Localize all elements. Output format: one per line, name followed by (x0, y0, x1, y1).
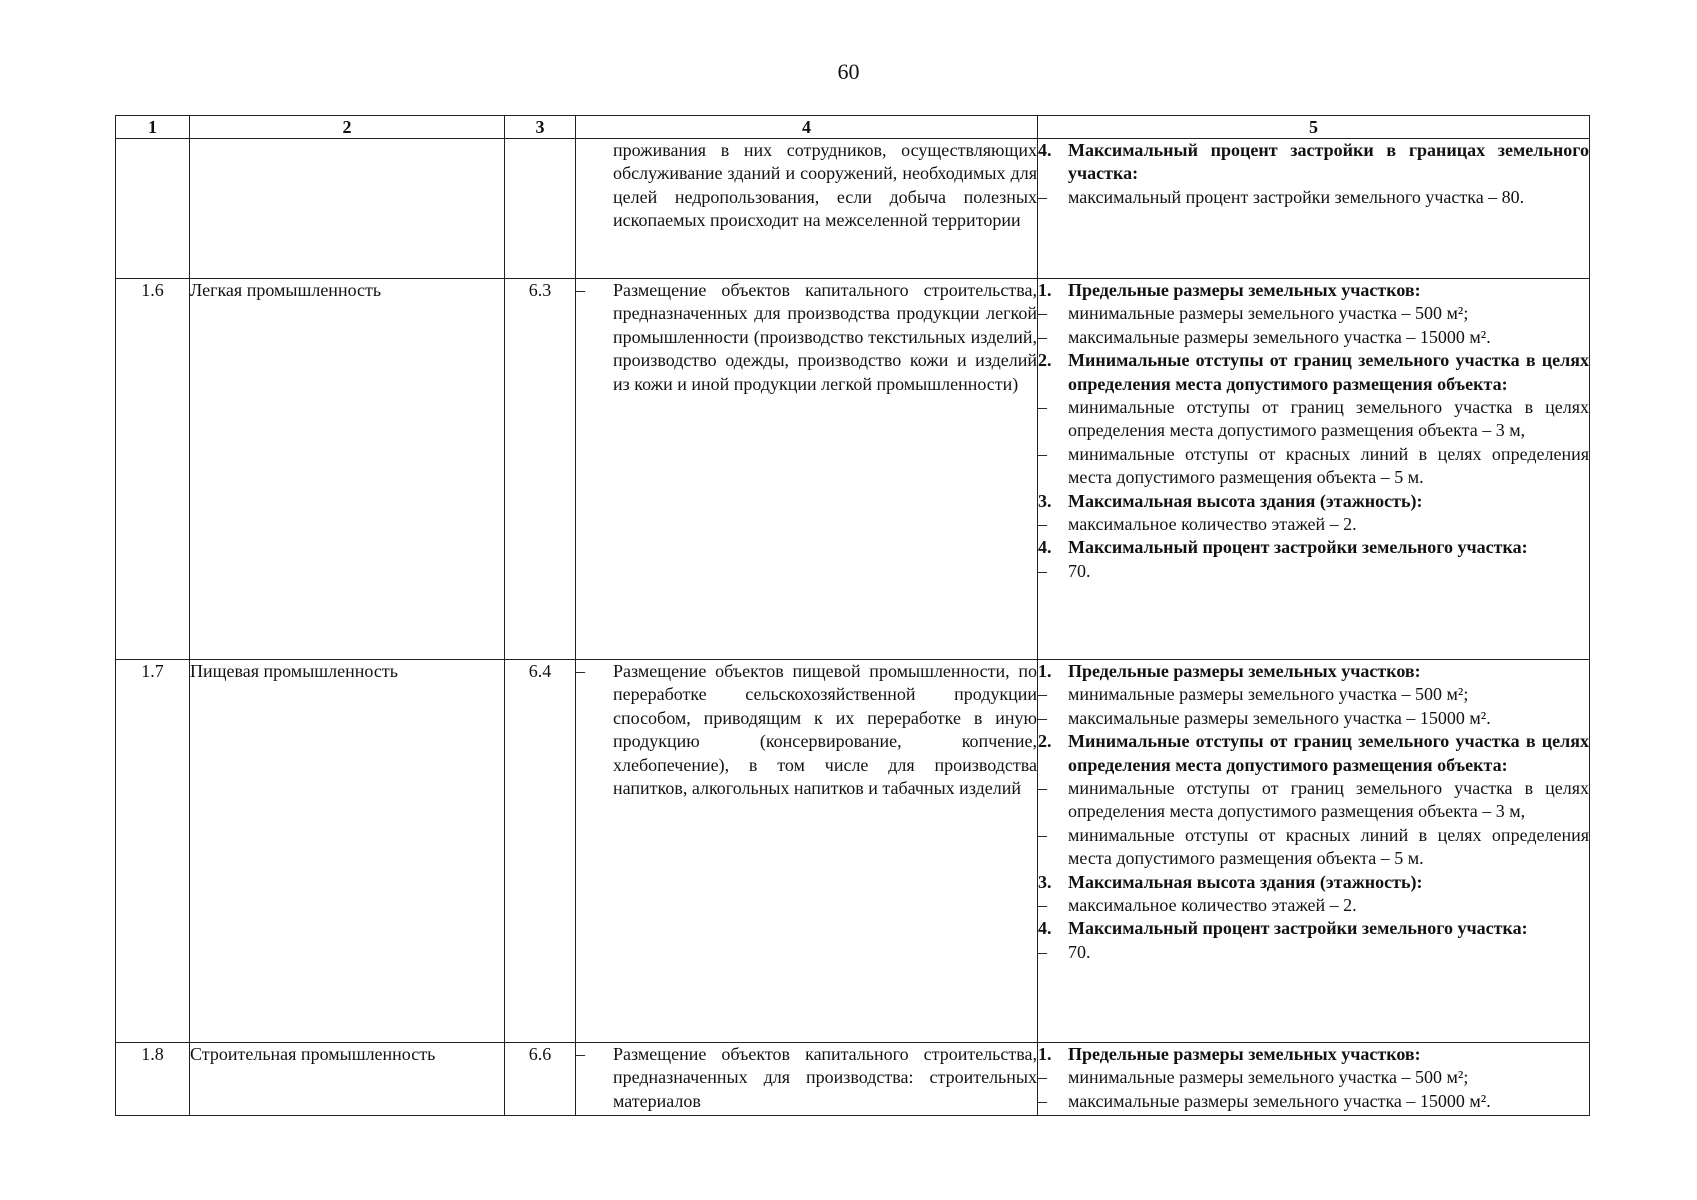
parameter-marker: – (1038, 1067, 1047, 1088)
parameter-text: максимальное количество этажей – 2. (1068, 514, 1357, 535)
parameter-text: Предельные размеры земельных участков: (1068, 1044, 1421, 1064)
parameter-item (1038, 824, 1589, 871)
parameter-item (1038, 941, 1589, 964)
parameter-text: Максимальный процент застройки земельного участка: (1068, 918, 1528, 939)
parameters-cell (1038, 279, 1590, 660)
table-row (116, 660, 1590, 1043)
use-type-code: 6.6 (505, 1043, 576, 1116)
parameter-item (1038, 513, 1589, 536)
parameters-cell (1038, 1043, 1590, 1116)
parameter-marker: 3. (1038, 490, 1052, 511)
parameter-heading (1038, 871, 1589, 894)
bullet-dash (576, 139, 613, 233)
parameter-marker: – (1038, 303, 1047, 324)
table-header-row (116, 116, 1590, 139)
use-description-cell (576, 279, 1038, 660)
use-description-item (576, 279, 1037, 396)
parameter-text: Максимальная высота здания (этажность): (1068, 490, 1423, 511)
use-description-text: Размещение объектов капитального строительства, предназначенных для производства продукции легкой промышленности (производство текстильных изделий, производство одежды, производство кожи и изделий из кожи и иной продукции легкой промышленности) (613, 280, 1037, 394)
parameter-heading (1038, 139, 1589, 186)
use-type-name (190, 139, 505, 279)
parameter-text: Минимальные отступы от границ земельного участка в целях определения места допустимого размещения объекта: (1068, 731, 1589, 775)
parameter-marker: 3. (1038, 871, 1052, 892)
use-description-cell (576, 139, 1038, 279)
parameter-item (1038, 443, 1589, 490)
use-description-item (576, 1043, 1037, 1113)
parameter-item (1038, 1066, 1589, 1089)
use-type-name: Строительная промышленность (190, 1043, 505, 1116)
parameter-marker: 1. (1038, 280, 1052, 300)
use-type-code: 6.4 (505, 660, 576, 1043)
parameter-text: Максимальный процент застройки земельного участка: (1068, 537, 1528, 558)
parameters-cell (1038, 660, 1590, 1043)
column-header: 1 (116, 116, 190, 139)
parameter-marker: – (1038, 186, 1047, 207)
use-description-text: Размещение объектов пищевой промышленности, по переработке сельскохозяйственной продукции способом, приводящим к их переработке в иную продукцию (консервирование, копчение, хлебопечение), в том числе для производства напитков, алкогольных напитков и табачных изделий (613, 661, 1037, 799)
parameter-heading (1038, 349, 1589, 396)
parameter-text: Минимальные отступы от границ земельного участка в целях определения места допустимого размещения объекта: (1068, 350, 1589, 394)
parameter-item (1038, 777, 1589, 824)
parameter-text: максимальные размеры земельного участка – 15000 м². (1068, 326, 1491, 347)
row-number: 1.7 (116, 660, 190, 1043)
parameter-heading (1038, 660, 1589, 683)
parameter-heading (1038, 730, 1589, 777)
table-row (116, 1043, 1590, 1116)
use-description-item (576, 139, 1037, 233)
parameter-item (1038, 560, 1589, 583)
bullet-dash: – (576, 661, 585, 681)
page-number: 60 (837, 59, 860, 84)
parameter-text: минимальные размеры земельного участка – 500 м²; (1068, 684, 1469, 705)
parameter-marker: – (1038, 514, 1047, 535)
parameter-item (1038, 186, 1589, 209)
use-description-text: Размещение объектов капитального строительства, предназначенных для производства: строительных материалов (613, 1044, 1037, 1111)
parameter-item (1038, 894, 1589, 917)
parameter-text: минимальные отступы от границ земельного участка в целях определения места допустимого размещения объекта – 3 м, (1068, 397, 1589, 441)
parameter-marker: – (1038, 326, 1047, 347)
parameter-text: Максимальная высота здания (этажность): (1068, 871, 1423, 892)
parameter-item (1038, 302, 1589, 325)
parameter-text: минимальные отступы от границ земельного участка в целях определения места допустимого размещения объекта – 3 м, (1068, 778, 1589, 822)
parameter-text: максимальные размеры земельного участка – 15000 м². (1068, 707, 1491, 728)
bullet-dash: – (576, 280, 585, 300)
use-type-code: 6.3 (505, 279, 576, 660)
parameter-text: 70. (1068, 560, 1091, 581)
use-type-code (505, 139, 576, 279)
use-type-name: Легкая промышленность (190, 279, 505, 660)
use-description-item (576, 660, 1037, 800)
column-header: 2 (190, 116, 505, 139)
parameter-text: Максимальный процент застройки в границах земельного участка: (1068, 140, 1589, 184)
parameter-text: минимальные размеры земельного участка – 500 м²; (1068, 303, 1469, 324)
column-header: 3 (505, 116, 576, 139)
parameters-cell (1038, 139, 1590, 279)
parameter-text: минимальные отступы от красных линий в целях определения места допустимого размещения объекта – 5 м. (1068, 824, 1589, 869)
parameter-marker: 4. (1038, 918, 1052, 939)
parameter-marker: – (1038, 824, 1047, 845)
parameter-item (1038, 683, 1589, 706)
parameter-heading (1038, 917, 1589, 940)
parameter-item (1038, 396, 1589, 443)
parameter-marker: 1. (1038, 661, 1052, 681)
parameter-text: Предельные размеры земельных участков: (1068, 280, 1421, 300)
parameter-marker: – (1038, 443, 1047, 464)
parameter-marker: 1. (1038, 1044, 1052, 1064)
parameter-text: минимальные размеры земельного участка – 500 м²; (1068, 1067, 1469, 1088)
parameter-item (1038, 1090, 1589, 1113)
parameter-text: максимальные размеры земельного участка – 15000 м². (1068, 1090, 1491, 1111)
column-header: 5 (1038, 116, 1590, 139)
parameter-text: минимальные отступы от красных линий в целях определения места допустимого размещения объекта – 5 м. (1068, 443, 1589, 488)
parameter-marker: – (1038, 684, 1047, 705)
parameter-marker: 2. (1038, 731, 1052, 752)
row-number (116, 139, 190, 279)
parameter-heading (1038, 490, 1589, 513)
row-number: 1.8 (116, 1043, 190, 1116)
table-row (116, 139, 1590, 279)
parameter-marker: 4. (1038, 537, 1052, 558)
use-description-cell (576, 1043, 1038, 1116)
parameter-marker: – (1038, 397, 1047, 418)
parameter-text: 70. (1068, 941, 1091, 962)
row-number: 1.6 (116, 279, 190, 660)
parameter-marker: – (1038, 1090, 1047, 1111)
use-type-name: Пищевая промышленность (190, 660, 505, 1043)
parameter-heading (1038, 1043, 1589, 1066)
parameter-marker: 2. (1038, 350, 1052, 371)
parameter-heading (1038, 536, 1589, 559)
parameter-marker: – (1038, 707, 1047, 728)
bullet-dash: – (576, 1044, 585, 1064)
parameter-item (1038, 326, 1589, 349)
use-description-cell (576, 660, 1038, 1043)
parameter-marker: – (1038, 895, 1047, 916)
table-row (116, 279, 1590, 660)
parameter-text: максимальный процент застройки земельного участка – 80. (1068, 186, 1525, 207)
table-body (116, 139, 1590, 1116)
parameter-marker: 4. (1038, 140, 1052, 160)
parameter-text: Предельные размеры земельных участков: (1068, 661, 1421, 681)
parameter-marker: – (1038, 941, 1047, 962)
parameter-item (1038, 707, 1589, 730)
regulations-table (115, 115, 1590, 1116)
parameter-text: максимальное количество этажей – 2. (1068, 895, 1357, 916)
use-description-text: проживания в них сотрудников, осуществляющих обслуживание зданий и сооружений, необходимых для целей недропользования, если добыча полезных ископаемых происходит на межселенной территории (613, 140, 1037, 231)
column-header: 4 (576, 116, 1038, 139)
parameter-marker: – (1038, 778, 1047, 799)
parameter-marker: – (1038, 560, 1047, 581)
parameter-heading (1038, 279, 1589, 302)
